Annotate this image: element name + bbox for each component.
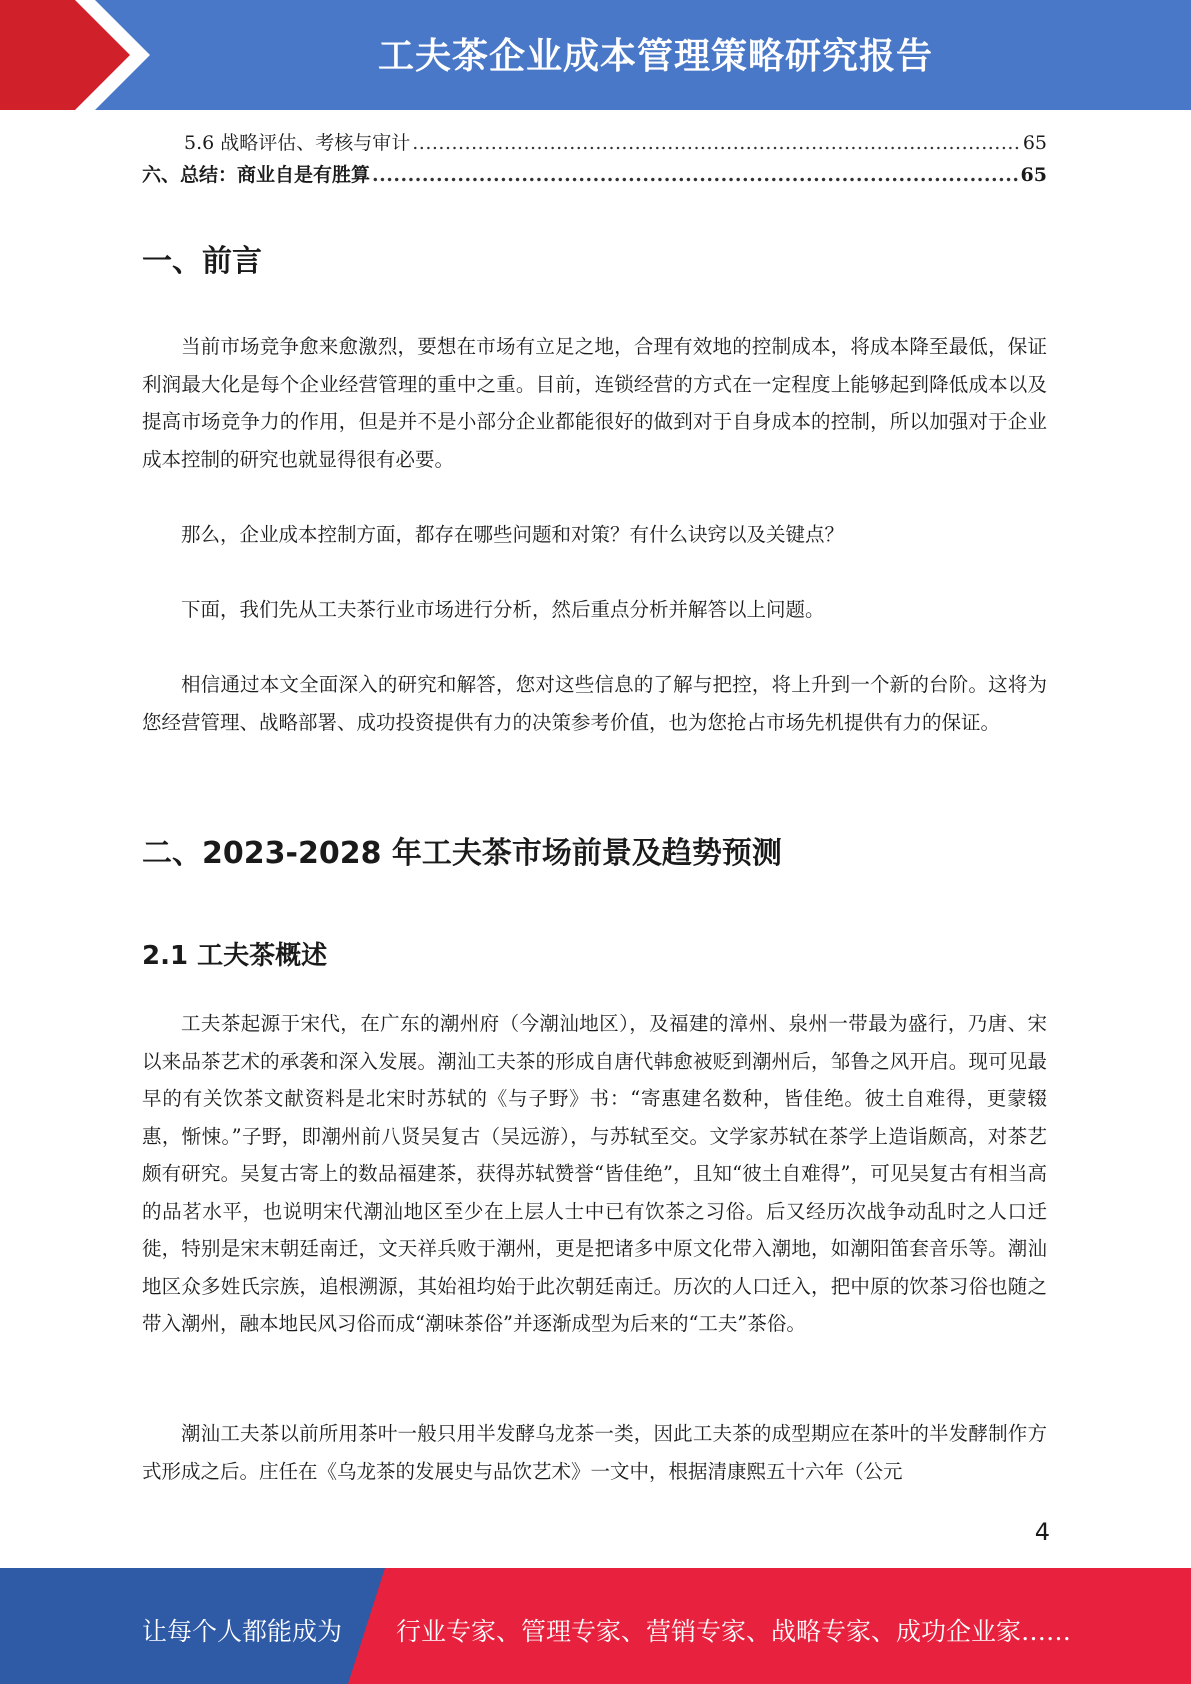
body-paragraph: 工夫茶起源于宋代，在广东的潮州府（今潮汕地区），及福建的漳州、泉州一带最为盛行，乃唐、宋以来品茶艺术的承袭和深入发展。潮汕工夫茶的形成自唐代韩愈被贬到潮州后，邹鲁之风开启。现可见最早的有关饮茶文献资料是北宋时苏轼的《与子野》书：“寄惠建名数种，皆佳绝。彼土自难得，更蒙辍惠，惭悚。”子野，即潮州前八贤吴复古（吴远游），与苏轼至交。文学家苏轼在茶学上造诣颇高，对茶艺颇有研究。吴复古寄上的数品福建茶，获得苏轼赞誉“皆佳绝”，且知“彼土自难得”，可见吴复古有相当高的品茗水平，也说明宋代潮汕地区至少在上层人士中已有饮茶之习俗。后又经历次战争动乱时之人口迁徙，特别是宋末朝廷南迁，文天祥兵败于潮州，更是把诸多中原文化带入潮地，如潮阳笛套音乐等。潮汕地区众多姓氏宗族，追根溯源，其始祖均始于此次朝廷南迁。历次的人口迁入，把中原的饮茶习俗也随之带入潮州，融本地民风习俗而成“潮味茶俗”并逐渐成型为后来的“工夫”茶俗。 [142, 1012, 1047, 1335]
table-of-contents [142, 127, 1047, 191]
toc-entry-page: 65 [1020, 164, 1047, 186]
footer-slogan-left: 让每个人都能成为 [142, 1617, 343, 1646]
toc-leader-dots [412, 127, 1021, 159]
toc-entry[interactable] [142, 127, 1047, 159]
footer-slogan-right: 行业专家、管理专家、营销专家、战略专家、成功企业家…… [396, 1617, 1072, 1646]
section-heading-preface: 一、前言 [142, 244, 262, 279]
toc-entry-label: 5.6 战略评估、考核与审计 [184, 132, 411, 154]
body-paragraph: 相信通过本文全面深入的研究和解答，您对这些信息的了解与把控，将上升到一个新的台阶。这将为您经营管理、战略部署、成功投资提供有力的决策参考价值，也为您抢占市场先机提供有力的保证。 [142, 673, 1047, 734]
toc-entry[interactable] [142, 159, 1047, 191]
page-header-banner [0, 0, 1191, 110]
body-paragraph: 当前市场竞争愈来愈激烈，要想在市场有立足之地，合理有效地的控制成本，将成本降至最低，保证利润最大化是每个企业经营管理的重中之重。目前，连锁经营的方式在一定程度上能够起到降低成本以及提高市场竞争力的作用，但是并不是小部分企业都能很好的做到对于自身成本的控制，所以加强对于企业成本控制的研究也就显得很有必要。 [142, 335, 1047, 471]
body-paragraph: 潮汕工夫茶以前所用茶叶一般只用半发酵乌龙茶一类，因此工夫茶的成型期应在茶叶的半发酵制作方式形成之后。庄任在《乌龙茶的发展史与品饮艺术》一文中，根据清康熙五十六年（公元 [142, 1422, 1047, 1483]
report-title: 工夫茶企业成本管理策略研究报告 [377, 36, 933, 77]
subsection-heading-overview: 2.1 工夫茶概述 [142, 941, 328, 971]
body-paragraph: 那么，企业成本控制方面，都存在哪些问题和对策？有什么诀窍以及关键点？ [181, 523, 845, 546]
page-footer-banner [0, 1568, 1191, 1684]
page-number: 4 [1034, 1518, 1050, 1546]
section-heading-market-forecast: 二、2023-2028 年工夫茶市场前景及趋势预测 [142, 836, 782, 871]
toc-entry-page: 65 [1022, 132, 1047, 154]
body-paragraph: 下面，我们先从工夫茶行业市场进行分析，然后重点分析并解答以上问题。 [181, 598, 825, 621]
toc-entry-label: 六、总结：商业自是有胜算 [142, 164, 371, 186]
toc-leader-dots [372, 159, 1019, 191]
